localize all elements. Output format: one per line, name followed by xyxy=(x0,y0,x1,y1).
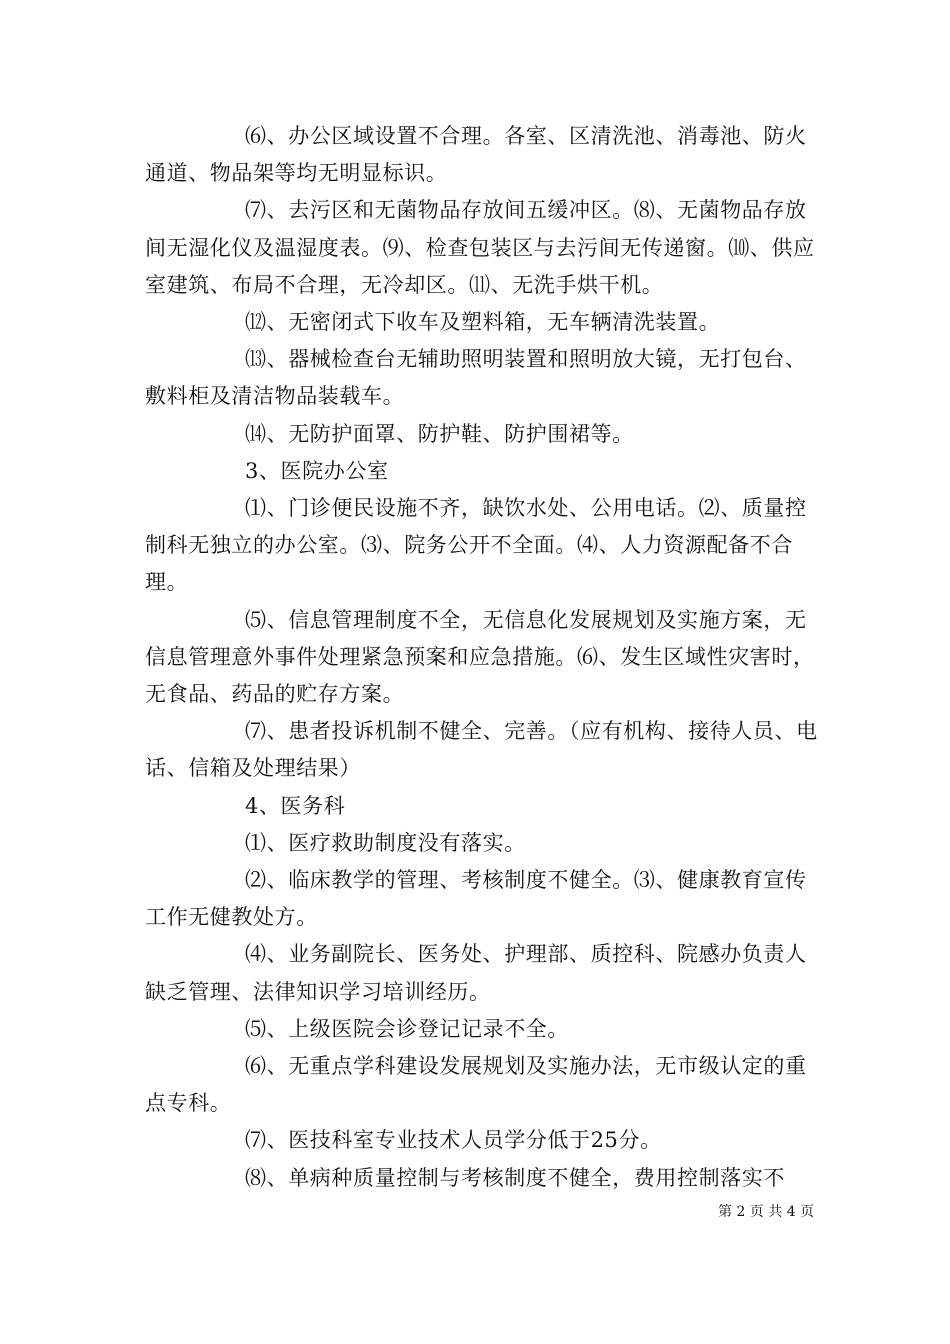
paragraph: ⑴、医疗救助制度没有落实。 xyxy=(245,830,526,855)
paragraph: ⑸、上级医院会诊登记记录不全。 xyxy=(245,1016,569,1041)
paragraph: ⑴、门诊便民设施不齐，缺饮水处、公用电话。⑵、质量控制科无独立的办公室。⑶、院务公开不全面。⑷、人力资源配备不合理。 xyxy=(145,496,807,595)
document-body xyxy=(145,118,825,1197)
paragraph: ⑷、业务副院长、医务处、护理部、质控科、院感办负责人缺乏管理、法律知识学习培训经历。 xyxy=(145,942,807,1004)
paragraph: ⑸、信息管理制度不全，无信息化发展规划及实施方案，无信息管理意外事件处理紧急预案和应急措施。⑹、发生区域性灾害时，无食品、药品的贮存方案。 xyxy=(145,607,815,707)
paragraph: ⑺、去污区和无菌物品存放间五缓冲区。⑻、无菌物品存放间无湿化仪及温湿度表。⑼、检查包装区与去污间无传递窗。⑽、供应室建筑、布局不合理，无冷却区。⑾、无洗手烘干机。 xyxy=(145,198,815,297)
paragraph: ⑻、单病种质量控制与考核制度不健全，费用控制落实不 xyxy=(245,1165,785,1190)
paragraph: ⒀、器械检查台无辅助照明装置和照明放大镜，无打包台、敷料柜及清洁物品装载车。 xyxy=(145,347,807,409)
paragraph: ⑺、患者投诉机制不健全、完善。（应有机构、接待人员、电话、信箱及处理结果） xyxy=(145,719,818,781)
paragraph: ⑹、办公区域设置不合理。各室、区清洗池、消毒池、防火通道、物品架等均无明显标识。 xyxy=(145,124,807,186)
page-number: 第 2 页 共 4 页 xyxy=(718,1204,815,1220)
paragraph: ⑿、无密闭式下收车及塑料箱，无车辆清洗装置。 xyxy=(245,310,721,335)
section-heading: 3、医院办公室 xyxy=(245,458,389,483)
section-heading: 4、医务科 xyxy=(245,793,346,818)
paragraph: ⑹、无重点学科建设发展规划及实施办法，无市级认定的重点专科。 xyxy=(145,1054,807,1116)
paragraph: ⑵、临床教学的管理、考核制度不健全。⑶、健康教育宣传工作无健教处方。 xyxy=(145,868,807,930)
paragraph: ⑺、医技科室专业技术人员学分低于25分。 xyxy=(245,1128,662,1153)
paragraph: ⒁、无防护面罩、防护鞋、防护围裙等。 xyxy=(245,421,634,446)
